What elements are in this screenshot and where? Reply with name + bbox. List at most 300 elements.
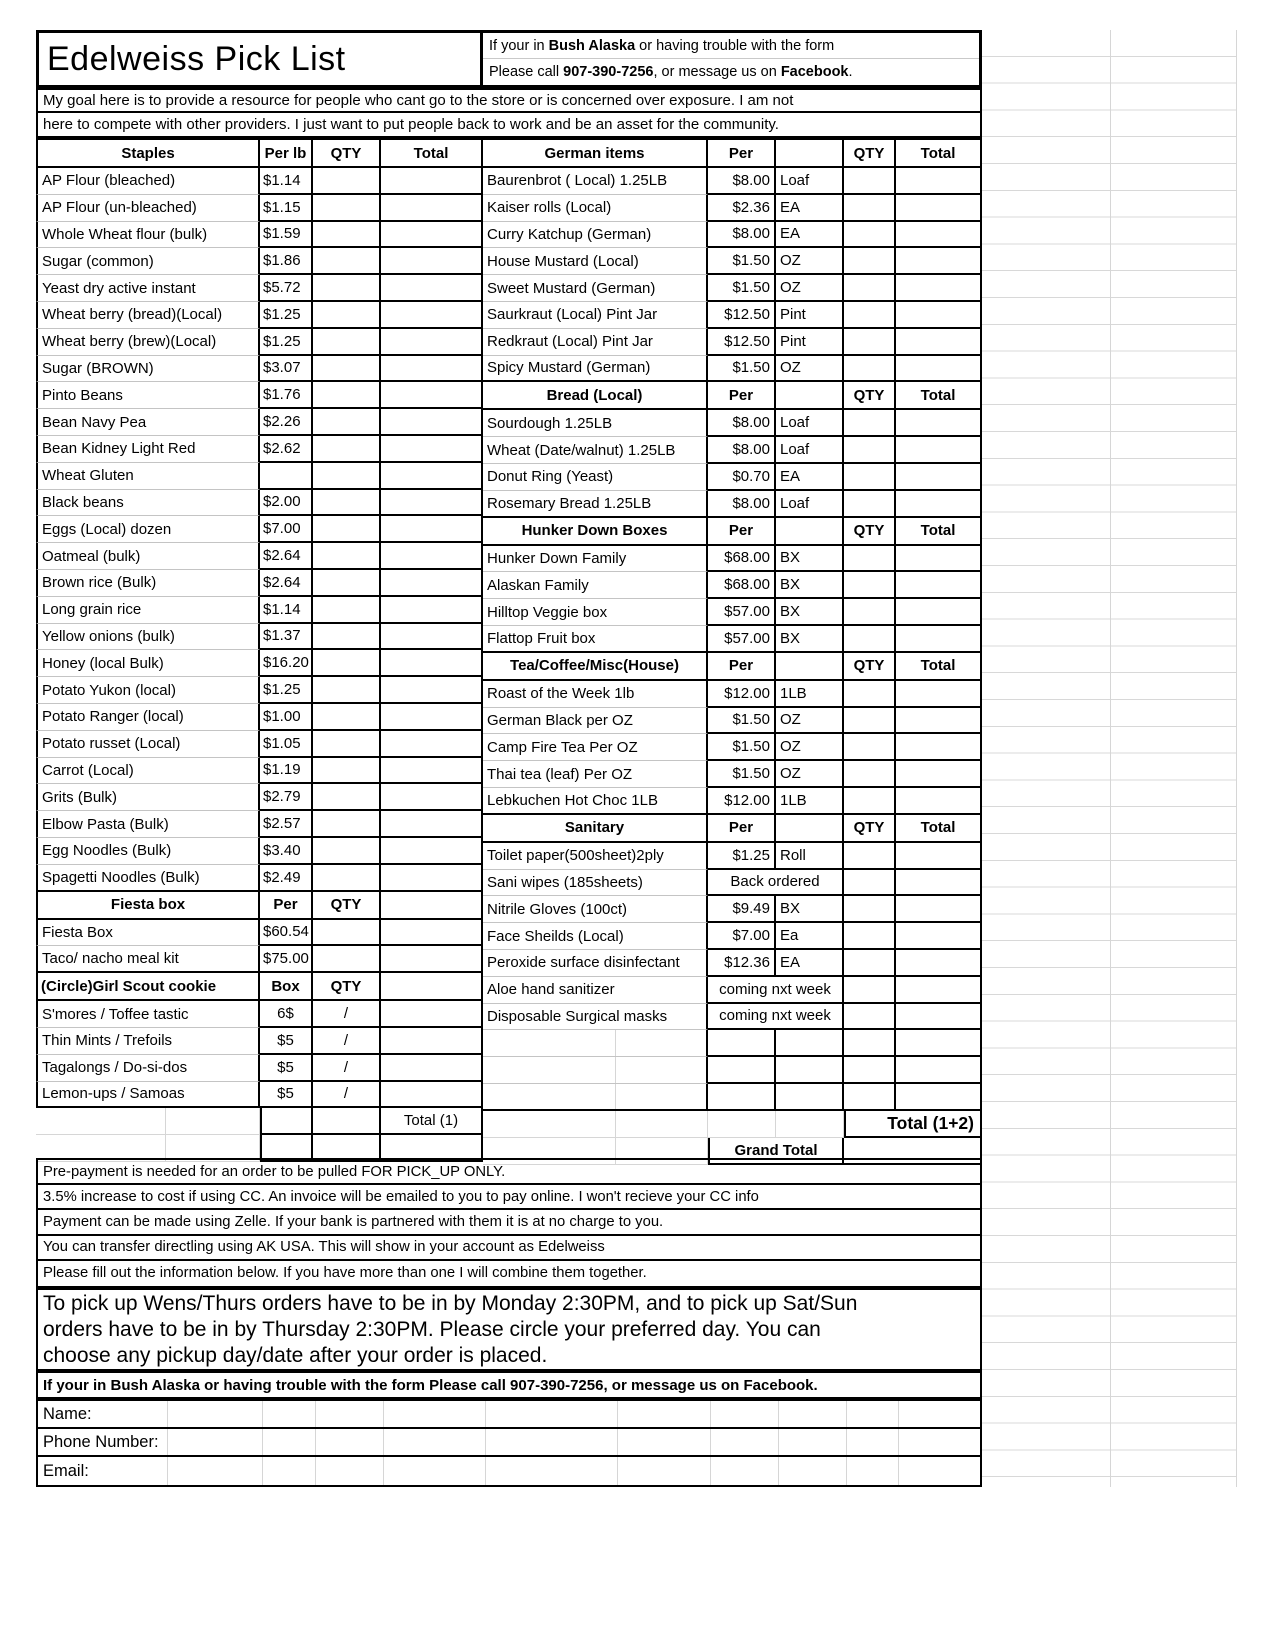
qty-column-header: QTY — [844, 140, 896, 168]
qty-cell[interactable] — [313, 731, 381, 758]
section-header-label: Staples — [36, 140, 260, 168]
unit-cell: OZ — [776, 356, 844, 383]
qty-cell[interactable]: / — [313, 1055, 381, 1082]
empty-cell[interactable] — [776, 1057, 844, 1084]
availability-note: coming nxt week — [708, 977, 844, 1004]
qty-cell[interactable] — [844, 248, 896, 275]
qty-cell[interactable] — [844, 681, 896, 708]
qty-cell[interactable] — [313, 436, 381, 463]
table-row — [483, 356, 982, 383]
total-cell[interactable] — [896, 681, 982, 708]
table-row — [36, 946, 483, 973]
table-row — [36, 838, 483, 865]
empty-cell[interactable] — [776, 1084, 844, 1111]
total-cell[interactable] — [896, 1004, 982, 1031]
qty-cell[interactable] — [313, 570, 381, 597]
unit-cell: EA — [776, 464, 844, 491]
qty-cell[interactable] — [313, 329, 381, 356]
phone-number-field-row — [38, 1429, 980, 1457]
price-per-cell: $12.00 — [708, 681, 776, 708]
item-label: Sourdough 1.25LB — [483, 410, 708, 437]
section-header-row — [36, 892, 483, 920]
qty-cell[interactable] — [844, 491, 896, 518]
table-row — [483, 168, 982, 195]
qty-cell[interactable] — [844, 222, 896, 249]
item-label: Baurenbrot ( Local) 1.25LB — [483, 168, 708, 195]
qty-cell[interactable] — [844, 870, 896, 897]
item-label: Eggs (Local) dozen — [36, 516, 260, 543]
qty-cell[interactable] — [844, 761, 896, 788]
empty-cell[interactable] — [896, 1030, 982, 1057]
name-field-label: Name: — [43, 1404, 92, 1423]
qty-cell[interactable] — [313, 920, 381, 947]
empty-cell[interactable] — [844, 1057, 896, 1084]
total-cell[interactable] — [381, 463, 483, 490]
total-cell[interactable] — [896, 275, 982, 302]
availability-note: coming nxt week — [708, 1004, 844, 1031]
total-cell[interactable] — [896, 599, 982, 626]
notice-line-1 — [483, 33, 979, 59]
price-per-cell: $12.00 — [708, 788, 776, 815]
qty-cell[interactable] — [844, 168, 896, 195]
total-cell[interactable] — [896, 195, 982, 222]
qty-cell[interactable] — [313, 382, 381, 409]
gridline — [615, 1057, 616, 1083]
qty-cell[interactable] — [844, 977, 896, 1004]
qty-cell[interactable] — [844, 950, 896, 977]
table-row — [36, 1082, 483, 1109]
gridline — [617, 1429, 618, 1455]
qty-column-header: QTY — [313, 140, 381, 168]
total-cell[interactable] — [381, 1055, 483, 1082]
qty-cell[interactable] — [313, 650, 381, 677]
qty-cell[interactable] — [313, 490, 381, 517]
total-cell[interactable] — [896, 870, 982, 897]
total-cell[interactable] — [896, 572, 982, 599]
total-cell[interactable] — [381, 677, 483, 704]
empty-cell[interactable] — [776, 1030, 844, 1057]
item-label: Disposable Surgical masks — [483, 1004, 708, 1031]
qty-cell[interactable] — [313, 838, 381, 865]
total-column-header: Total — [896, 653, 982, 681]
qty-cell[interactable] — [313, 543, 381, 570]
qty-cell[interactable] — [844, 708, 896, 735]
empty-item-cell — [483, 1030, 708, 1057]
item-label: Spagetti Noodles (Bulk) — [36, 865, 260, 892]
total-cell[interactable] — [896, 761, 982, 788]
total-cell[interactable] — [896, 222, 982, 249]
qty-cell[interactable] — [844, 843, 896, 870]
gridline — [383, 1429, 384, 1455]
item-label: Lebkuchen Hot Choc 1LB — [483, 788, 708, 815]
qty-cell[interactable] — [844, 410, 896, 437]
gridline — [846, 1401, 847, 1427]
qty-cell[interactable] — [313, 811, 381, 838]
left-order-table — [36, 138, 483, 1162]
total-cell[interactable] — [381, 920, 483, 947]
unit-cell: Ea — [776, 923, 844, 950]
total-cell[interactable] — [896, 708, 982, 735]
total-cell[interactable] — [381, 946, 483, 973]
total-cell[interactable] — [381, 168, 483, 195]
qty-cell[interactable] — [313, 356, 381, 383]
item-label: Hunker Down Family — [483, 546, 708, 573]
section-header-row — [483, 140, 982, 168]
total-cell[interactable] — [896, 248, 982, 275]
unit-column-header — [776, 815, 844, 843]
table-row — [36, 356, 483, 383]
qty-cell[interactable] — [313, 222, 381, 249]
total-cell[interactable] — [896, 491, 982, 518]
table-row — [483, 896, 982, 923]
table-row — [483, 843, 982, 870]
unit-cell: BX — [776, 626, 844, 653]
qty-cell[interactable]: / — [313, 1001, 381, 1028]
total-cell[interactable] — [381, 195, 483, 222]
price-per-cell: $8.00 — [708, 222, 776, 249]
qty-cell[interactable] — [313, 677, 381, 704]
gridline — [778, 1429, 779, 1455]
qty-cell[interactable] — [844, 896, 896, 923]
table-row — [483, 464, 982, 491]
price-per-cell: $0.70 — [708, 464, 776, 491]
qty-cell[interactable] — [844, 464, 896, 491]
price-per-cell: $5 — [260, 1028, 313, 1055]
total-cell[interactable] — [381, 1001, 483, 1028]
total-cell[interactable] — [896, 950, 982, 977]
qty-cell[interactable] — [313, 784, 381, 811]
item-label: Saurkraut (Local) Pint Jar — [483, 302, 708, 329]
price-per-cell: $1.50 — [708, 356, 776, 383]
total-cell[interactable] — [381, 1082, 483, 1109]
qty-column-header: QTY — [844, 653, 896, 681]
empty-cell[interactable] — [708, 1084, 776, 1111]
item-label: Camp Fire Tea Per OZ — [483, 734, 708, 761]
qty-cell[interactable] — [313, 516, 381, 543]
empty-cell[interactable] — [708, 1057, 776, 1084]
email-field-row — [38, 1457, 980, 1485]
price-per-cell: $2.62 — [260, 436, 313, 463]
item-label: Yellow onions (bulk) — [36, 624, 260, 651]
table-row — [483, 734, 982, 761]
section-header-row — [483, 518, 982, 546]
total-cell[interactable] — [381, 356, 483, 383]
qty-cell[interactable] — [313, 597, 381, 624]
item-label: Elbow Pasta (Bulk) — [36, 811, 260, 838]
total-cell[interactable] — [896, 546, 982, 573]
subtotal-row — [36, 1108, 483, 1135]
qty-column-header: QTY — [313, 892, 381, 920]
item-label: Wheat (Date/walnut) 1.25LB — [483, 437, 708, 464]
pickup-instructions — [36, 1288, 982, 1371]
item-label: Face Sheilds (Local) — [483, 923, 708, 950]
qty-cell[interactable] — [313, 704, 381, 731]
total-cell[interactable] — [381, 624, 483, 651]
table-row — [36, 490, 483, 517]
total-cell[interactable] — [896, 302, 982, 329]
empty-cell[interactable] — [896, 1057, 982, 1084]
qty-cell[interactable] — [313, 302, 381, 329]
total-cell[interactable] — [381, 490, 483, 517]
empty-cell[interactable] — [896, 1084, 982, 1111]
table-row — [36, 248, 483, 275]
notice-line-2 — [483, 59, 979, 85]
qty-cell[interactable] — [313, 195, 381, 222]
item-label: Nitrile Gloves (100ct) — [483, 896, 708, 923]
item-label: Bean Navy Pea — [36, 409, 260, 436]
gridline — [846, 1429, 847, 1455]
qty-cell[interactable] — [844, 302, 896, 329]
notice-text: If your in — [489, 37, 549, 54]
qty-cell[interactable] — [313, 168, 381, 195]
unit-column-header — [776, 653, 844, 681]
item-label: Kaiser rolls (Local) — [483, 195, 708, 222]
note-line: Please fill out the information below. If you have more than one I will combine them together. — [43, 1265, 647, 1282]
qty-cell[interactable] — [313, 248, 381, 275]
gridline — [485, 1429, 486, 1455]
gridline — [615, 1084, 616, 1109]
spacer-cell — [776, 1111, 844, 1138]
total-cell[interactable] — [381, 811, 483, 838]
total-cell[interactable] — [381, 731, 483, 758]
total-cell[interactable] — [896, 734, 982, 761]
qty-cell[interactable] — [844, 923, 896, 950]
item-label: Bean Kidney Light Red — [36, 436, 260, 463]
notice-text: , or message us on — [653, 64, 781, 80]
note-line: Payment can be made using Zelle. If your bank is partnered with them it is at no charge to you. — [38, 1210, 980, 1235]
total-cell[interactable] — [896, 437, 982, 464]
qty-cell[interactable] — [844, 626, 896, 653]
total-cell[interactable] — [381, 436, 483, 463]
contact-line: If your in Bush Alaska or having trouble with the form Please call 907-390-7256, or message us on Facebook. — [36, 1371, 982, 1399]
section-header-label: Sanitary — [483, 815, 708, 843]
gridline — [315, 1401, 316, 1427]
gridline — [262, 1429, 263, 1455]
total-cell[interactable] — [381, 275, 483, 302]
total-cell[interactable] — [381, 838, 483, 865]
qty-cell[interactable] — [844, 437, 896, 464]
total-cell[interactable] — [381, 784, 483, 811]
table-row — [36, 302, 483, 329]
item-label: AP Flour (bleached) — [36, 168, 260, 195]
price-per-cell: $5.72 — [260, 275, 313, 302]
qty-cell[interactable] — [844, 546, 896, 573]
price-per-cell: $7.00 — [708, 923, 776, 950]
total-column-header: Total — [381, 140, 483, 168]
unit-cell: Loaf — [776, 410, 844, 437]
total12-row — [483, 1111, 982, 1138]
table-row — [483, 546, 982, 573]
gridline — [710, 1401, 711, 1427]
qty-cell[interactable] — [844, 275, 896, 302]
price-per-cell: $8.00 — [708, 491, 776, 518]
total-cell[interactable] — [896, 788, 982, 815]
item-label: Toilet paper(500sheet)2ply — [483, 843, 708, 870]
total-cell[interactable] — [896, 168, 982, 195]
total-cell[interactable] — [381, 650, 483, 677]
price-per-cell: $3.40 — [260, 838, 313, 865]
name-field-row — [38, 1401, 980, 1429]
unit-cell: 1LB — [776, 681, 844, 708]
table-row — [483, 222, 982, 249]
item-label: Oatmeal (bulk) — [36, 543, 260, 570]
qty-cell[interactable] — [844, 1004, 896, 1031]
qty-cell[interactable] — [844, 788, 896, 815]
table-row — [483, 195, 982, 222]
price-per-cell: $8.00 — [708, 168, 776, 195]
note-line: 3.5% increase to cost if using CC. An invoice will be emailed to you to pay online. I won't recieve your CC info — [38, 1185, 980, 1210]
price-per-cell: $9.49 — [708, 896, 776, 923]
empty-row — [483, 1030, 982, 1057]
item-label: Redkraut (Local) Pint Jar — [483, 329, 708, 356]
gridline — [710, 1457, 711, 1485]
unit-cell: EA — [776, 950, 844, 977]
qty-cell[interactable] — [844, 599, 896, 626]
total-cell[interactable] — [896, 464, 982, 491]
qty-cell[interactable]: / — [313, 1082, 381, 1109]
per-column-header: Per — [708, 140, 776, 168]
note-line: You can transfer directling using AK USA. This will show in your account as Edelweiss — [38, 1236, 980, 1261]
qty-cell[interactable] — [313, 463, 381, 490]
table-row — [36, 784, 483, 811]
qty-cell[interactable] — [844, 572, 896, 599]
qty-cell[interactable] — [844, 356, 896, 383]
price-per-cell: $1.37 — [260, 624, 313, 651]
section-header-label: Hunker Down Boxes — [483, 518, 708, 546]
unit-cell: Loaf — [776, 491, 844, 518]
table-row — [483, 302, 982, 329]
item-label: Black beans — [36, 490, 260, 517]
gridline — [262, 1401, 263, 1427]
total-cell[interactable] — [896, 410, 982, 437]
item-label: German Black per OZ — [483, 708, 708, 735]
qty-cell[interactable]: / — [313, 1028, 381, 1055]
subtotal-empty-cell[interactable] — [313, 1108, 381, 1135]
title-block — [36, 30, 982, 88]
table-row — [483, 681, 982, 708]
total-cell[interactable] — [896, 896, 982, 923]
price-per-cell: $12.50 — [708, 329, 776, 356]
table-row — [483, 788, 982, 815]
total-cell[interactable] — [896, 923, 982, 950]
intro-box — [36, 88, 982, 138]
total-cell[interactable] — [896, 977, 982, 1004]
empty-cell[interactable] — [844, 1084, 896, 1111]
notice-text: or having trouble with the form — [635, 37, 835, 54]
total1-label: Total (1) — [381, 1108, 483, 1135]
total-cell[interactable] — [896, 356, 982, 383]
table-row — [36, 222, 483, 249]
total-cell[interactable] — [381, 248, 483, 275]
price-per-cell: $1.25 — [260, 677, 313, 704]
total-cell[interactable] — [381, 516, 483, 543]
total-cell[interactable] — [381, 329, 483, 356]
empty-row — [483, 1057, 982, 1084]
total-cell[interactable] — [896, 843, 982, 870]
table-row — [36, 865, 483, 892]
total-cell[interactable] — [381, 758, 483, 785]
gridline — [1110, 30, 1111, 1487]
item-label: Fiesta Box — [36, 920, 260, 947]
qty-cell[interactable] — [844, 329, 896, 356]
total-cell[interactable] — [896, 329, 982, 356]
payment-notes — [36, 1158, 982, 1288]
item-label: Lemon-ups / Samoas — [36, 1082, 260, 1109]
qty-cell[interactable] — [313, 275, 381, 302]
item-label: House Mustard (Local) — [483, 248, 708, 275]
qty-cell[interactable] — [313, 409, 381, 436]
total-cell[interactable] — [381, 865, 483, 892]
qty-cell[interactable] — [313, 865, 381, 892]
per-column-header: Per — [708, 382, 776, 410]
table-row — [36, 704, 483, 731]
total-cell[interactable] — [381, 570, 483, 597]
empty-cell[interactable] — [708, 1030, 776, 1057]
section-header-row — [483, 815, 982, 843]
qty-cell[interactable] — [313, 624, 381, 651]
qty-cell[interactable] — [313, 758, 381, 785]
total-cell[interactable] — [381, 302, 483, 329]
table-row — [36, 275, 483, 302]
item-label: Egg Noodles (Bulk) — [36, 838, 260, 865]
total-cell[interactable] — [381, 409, 483, 436]
pickup-text-line: To pick up Wens/Thurs orders have to be in by Monday 2:30PM, and to pick up Sat/Sun — [43, 1292, 858, 1315]
table-row — [36, 516, 483, 543]
empty-cell[interactable] — [844, 1030, 896, 1057]
price-per-cell: $16.20 — [260, 650, 313, 677]
total-cell[interactable] — [381, 597, 483, 624]
price-per-cell: $1.14 — [260, 597, 313, 624]
item-label: Wheat berry (bread)(Local) — [36, 302, 260, 329]
total-cell[interactable] — [381, 222, 483, 249]
subtotal-empty-cell[interactable] — [260, 1108, 313, 1135]
gridline — [485, 1401, 486, 1427]
total-cell[interactable] — [381, 1028, 483, 1055]
item-label: Honey (local Bulk) — [36, 650, 260, 677]
qty-cell[interactable] — [844, 195, 896, 222]
item-label: Sweet Mustard (German) — [483, 275, 708, 302]
price-per-cell: $12.50 — [708, 302, 776, 329]
price-per-cell: $2.00 — [260, 490, 313, 517]
total-cell[interactable] — [381, 382, 483, 409]
gridline — [315, 1457, 316, 1485]
total12-label: Total (1+2) — [844, 1111, 982, 1138]
qty-cell[interactable] — [844, 734, 896, 761]
price-per-cell: $1.76 — [260, 382, 313, 409]
section-header-row — [36, 973, 483, 1001]
total-cell[interactable] — [381, 704, 483, 731]
price-per-cell: $1.50 — [708, 275, 776, 302]
unit-cell: OZ — [776, 275, 844, 302]
unit-cell: Roll — [776, 843, 844, 870]
table-row — [36, 624, 483, 651]
qty-column-header: QTY — [844, 518, 896, 546]
gridline — [167, 1429, 168, 1455]
price-per-cell: $1.05 — [260, 731, 313, 758]
table-row — [483, 708, 982, 735]
table-row — [36, 436, 483, 463]
phone-number-input-area[interactable] — [159, 1429, 980, 1455]
grand-total-label: Grand Total — [708, 1138, 844, 1165]
total-cell[interactable] — [896, 626, 982, 653]
price-per-cell: $1.59 — [260, 222, 313, 249]
total-cell[interactable] — [381, 543, 483, 570]
unit-cell: EA — [776, 222, 844, 249]
qty-cell[interactable] — [313, 946, 381, 973]
gridline — [898, 1401, 899, 1427]
item-label: Tagalongs / Do-si-dos — [36, 1055, 260, 1082]
unit-cell: BX — [776, 546, 844, 573]
